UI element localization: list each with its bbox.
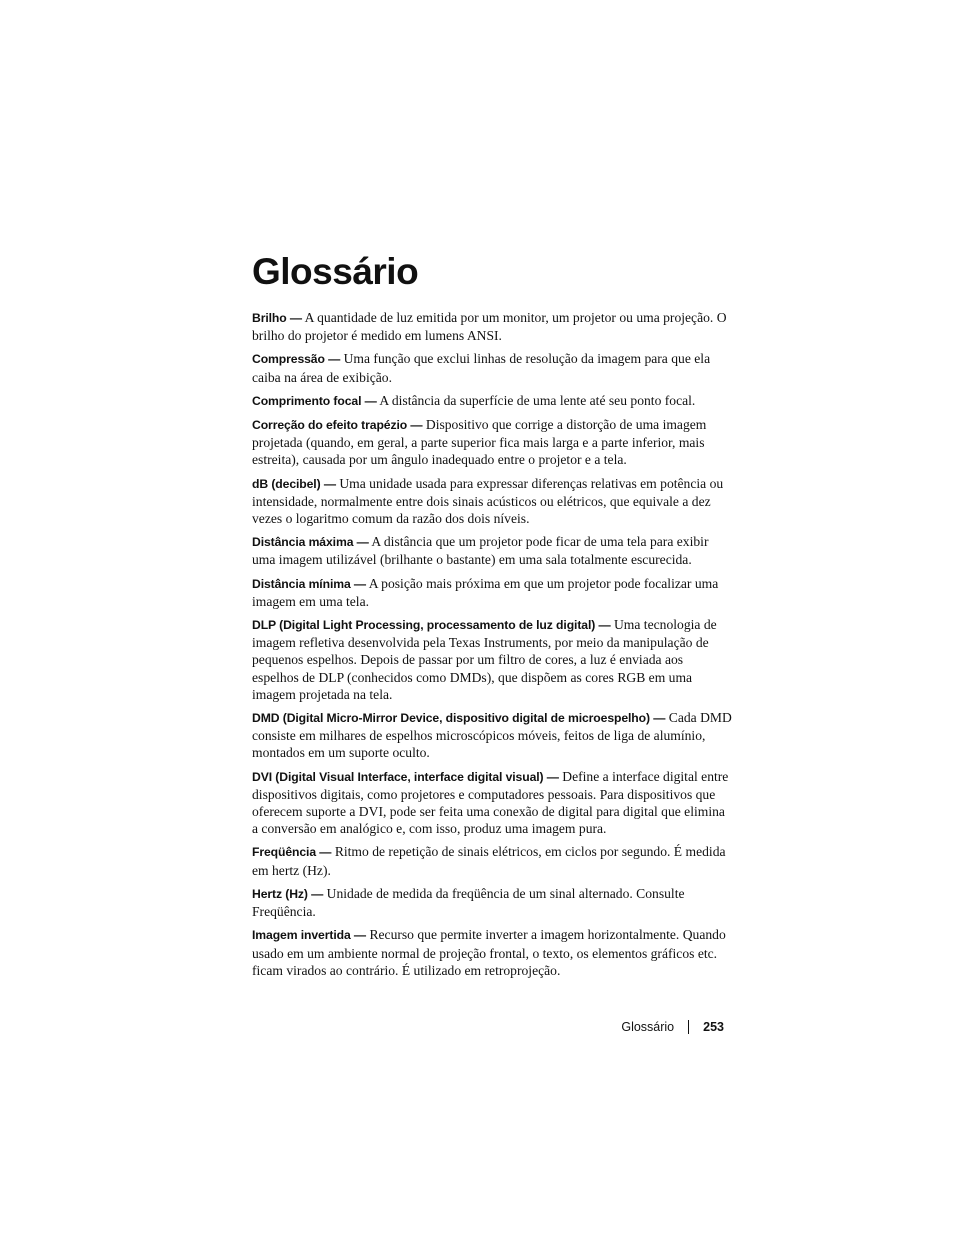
glossary-term: Distância mínima — <box>252 576 367 591</box>
glossary-definition: Uma unidade usada para expressar diferenças relativas em potência ou intensidade, normalmente entre dois sinais acústicos ou elétricos, que equivale a dez vezes o logaritmo comum da razão dos dois níveis. <box>252 475 724 527</box>
glossary-definition: A quantidade de luz emitida por um monitor, um projetor ou uma projeção. O brilho do projetor é medido em lumens ANSI. <box>252 310 727 344</box>
glossary-term: DLP (Digital Light Processing, processamento de luz digital) — <box>252 618 611 633</box>
glossary-term: DMD (Digital Micro-Mirror Device, dispositivo digital de microespelho) — <box>252 711 666 726</box>
glossary-entry <box>252 392 732 410</box>
glossary-term: Correção do efeito trapézio — <box>252 418 423 433</box>
glossary-entry <box>252 416 732 469</box>
footer-section-label: Glossário <box>621 1020 675 1034</box>
glossary-term: Hertz (Hz) — <box>252 886 324 901</box>
glossary-definition: Ritmo de repetição de sinais elétricos, em ciclos por segundo. É medida em hertz (Hz). <box>252 844 726 878</box>
page-footer <box>621 1020 724 1034</box>
glossary-term: dB (decibel) — <box>252 476 336 491</box>
page-number: 253 <box>703 1020 724 1034</box>
glossary-entry <box>252 885 732 920</box>
glossary-list <box>252 309 732 985</box>
glossary-entry <box>252 575 732 610</box>
footer-divider <box>688 1020 689 1034</box>
glossary-entry <box>252 709 732 762</box>
glossary-definition: A distância da superfície de uma lente até seu ponto focal. <box>379 392 696 408</box>
glossary-definition: A posição mais próxima em que um projetor pode focalizar uma imagem em uma tela. <box>252 575 719 609</box>
glossary-entry <box>252 309 732 344</box>
glossary-definition: Unidade de medida da freqüência de um sinal alternado. Consulte Freqüência. <box>252 885 685 920</box>
glossary-term: Brilho — <box>252 311 302 325</box>
glossary-term: Compressão — <box>252 352 341 367</box>
page-title: Glossário <box>252 251 419 292</box>
glossary-definition: Define a interface digital entre dispositivos digitais, como projetores e computadores pessoais. Para dispositivos que oferecem suporte a DVI, pode ser feita uma conexão de digital para digital que elimina a conversão em analógico e, com isso, produz uma imagem pura. <box>252 768 729 837</box>
glossary-definition: Uma função que exclui linhas de resolução da imagem para que ela caiba na área de exibição. <box>252 351 711 385</box>
glossary-term: DVI (Digital Visual Interface, interface digital visual) — <box>252 769 559 784</box>
glossary-term: Comprimento focal — <box>252 393 377 408</box>
glossary-entry <box>252 475 732 528</box>
glossary-definition: Cada DMD consiste em milhares de espelhos microscópicos móveis, feitos de liga de alumínio, montados em um suporte oculto. <box>252 710 732 761</box>
glossary-entry <box>252 533 732 568</box>
glossary-definition: Dispositivo que corrige a distorção de uma imagem projetada (quando, em geral, a parte superior fica mais larga e a parte inferior, mais estreita), causada por um ângulo inadequado entre o projetor e a tela. <box>252 417 707 468</box>
glossary-definition: Recurso que permite inverter a imagem horizontalmente. Quando usado em um ambiente normal de projeção frontal, o texto, os elementos gráficos etc. ficam virados ao contrário. É utilizado em retroprojeção. <box>252 927 726 978</box>
glossary-definition: Uma tecnologia de imagem refletiva desenvolvida pela Texas Instruments, por meio da manipulação de pequenos espelhos. Depois de passar por um filtro de cores, a luz é enviada aos espelhos de DLP (conhecidos como DMDs), que dispõem as cores RGB em uma imagem projetada na tela. <box>252 617 717 702</box>
glossary-entry <box>252 350 732 385</box>
glossary-entry <box>252 843 732 878</box>
glossary-term: Imagem invertida — <box>252 928 367 943</box>
glossary-entry <box>252 768 732 838</box>
glossary-term: Freqüência — <box>252 845 332 860</box>
glossary-entry <box>252 926 732 979</box>
glossary-definition: A distância que um projetor pode ficar de uma tela para exibir uma imagem utilizável (brilhante o bastante) em uma sala totalmente escurecida. <box>252 534 709 568</box>
glossary-entry <box>252 616 732 703</box>
glossary-term: Distância máxima — <box>252 535 369 550</box>
